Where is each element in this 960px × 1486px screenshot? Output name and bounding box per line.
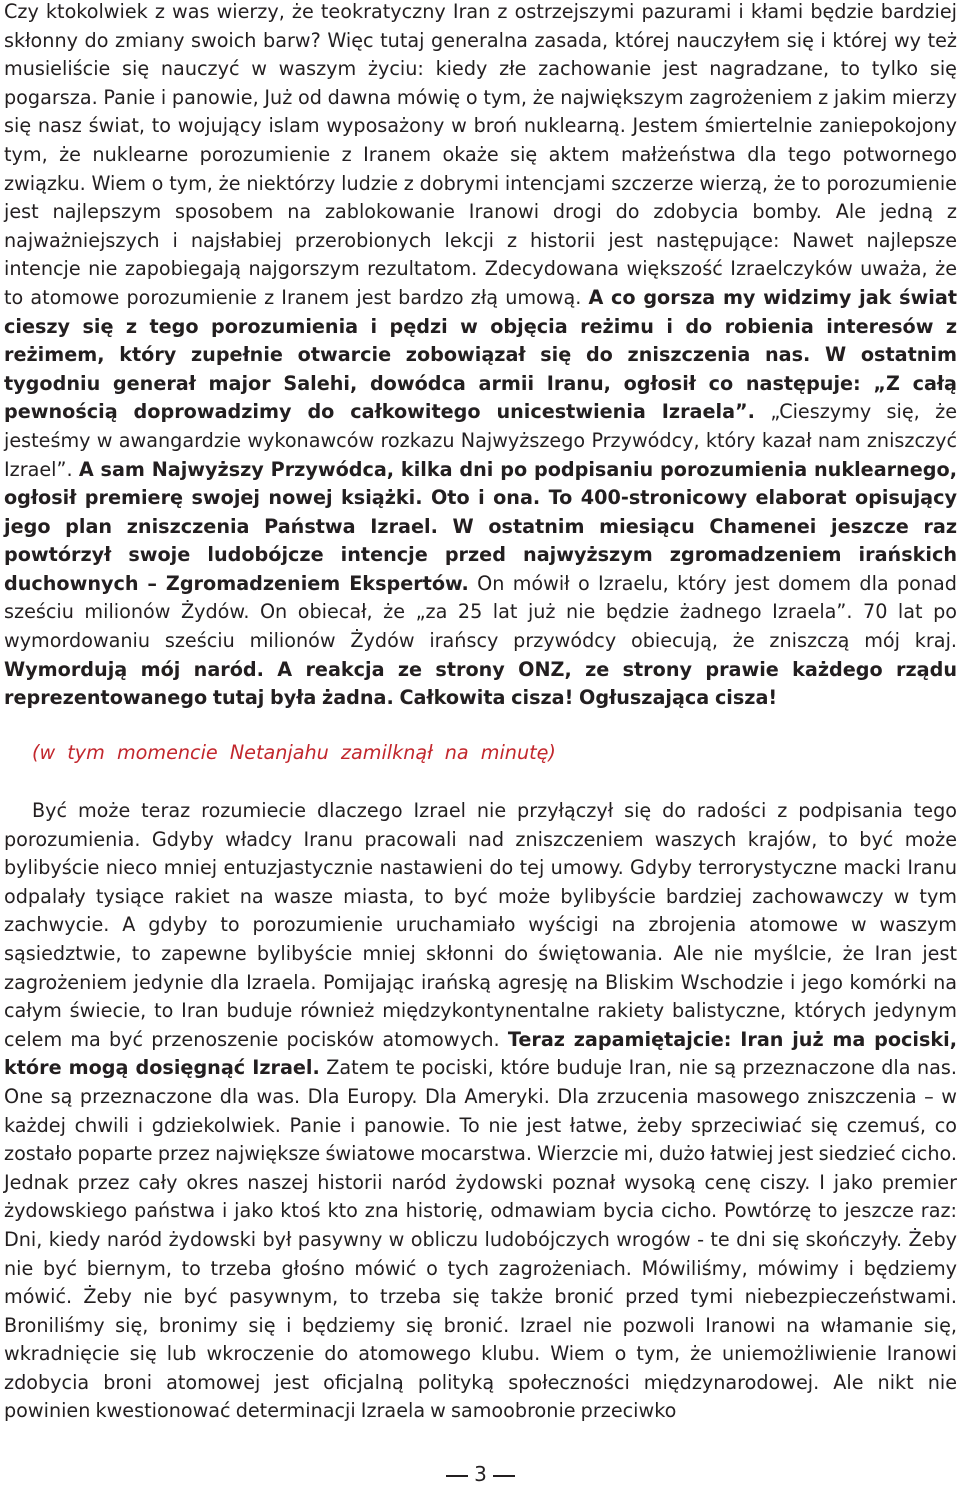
- paragraph2-text-1: Być może teraz rozumiecie dlaczego Izrael nie przyłączył się do radości z podpisania tego porozumienia. Gdyby władcy Iranu pracowali nad zniszczeniem waszych krajów, to być może bylibyście nieco mniej entuzjastycznie nastawieni do tej umowy. Gdyby terrorystyczne macki Iranu odpalały tysiące rakiet na wasze miasta, to być może bylibyście bardziej zachowawczy w tym zachwycie. A gdyby to porozumienie uruchamiało wyścigi na zbrojenia atomowe w waszym sąsiedztwie, to zapewne bylibyście mniej skłonni do świętowania. Ale nie myślcie, że Iran jest zagrożeniem jedynie dla Izraela. Pomijając irańską agresję na Bliskim Wschodzie i jego komórki na całym świecie, to Iran buduje również międzykontynentalne rakiety balistyczne, których jedynym celem ma być przenoszenie pocisków atomowych.: [4, 799, 957, 1051]
- paragraph1-bold-3: Wymordują mój naród. A reakcja ze strony ONZ, ze strony prawie każdego rządu reprezentowanego tutaj była żadna. Całkowita cisza! Ogłuszająca cisza!: [4, 657, 957, 710]
- body-paragraph-1: [4, 0, 957, 713]
- body-paragraph-2: [4, 797, 957, 1426]
- page-number-dash-left: [446, 1475, 468, 1477]
- paragraph1-text-2: „Cieszymy się, że jesteśmy w awangardzie wykonawców rozkazu Najwyższego Przywódcy, który kazał nam zniszczyć Izrael”.: [4, 400, 958, 481]
- paragraph2-text-2: Zatem te pociski, które buduje Iran, nie są przeznaczone dla nas. One są przeznaczone dla was. Dla Europy. Dla Ameryki. Dla zrzucenia masowego zniszczenia – w każdej chwili i gdziekolwiek. Panie i panowie. To nie jest łatwe, żeby sprzeciwiać się czemuś, co zostało poparte przez największe światowe mocarstwa. Wierzcie mi, dużo łatwiej jest siedzieć cicho. Jednak przez cały okres naszej historii naród żydowski poznał wysoką cenę ciszy. I jako premier żydowskiego państwa i jako ktoś kto zna historię, odmawiam bycia cicho. Powtórzę to jeszcze raz: Dni, kiedy naród żydowski był pasywny w obliczu ludobójczych wrogów - te dni się skończyły. Żeby nie być biernym, to trzeba głośno mówić o tych zagrożeniach. Mówiliśmy, mówimy i będziemy mówić. Żeby nie być pasywnym, to trzeba się także bronić przed tymi niebezpieczeństwami. Broniliśmy się, bronimy się i będziemy się bronić. Izrael nie pozwoli Iranowi na włamanie się, wkradnięcie się lub wkroczenie do atomowego klubu. Wiem o tym, że uniemożliwienie Iranowi zdobycia broni atomowej jest oficjalną polityką społeczności międzynarodowej. Ale nikt nie powinien kwestionować determinacji Izraela w samoobronie przeciwko: [4, 1056, 957, 1423]
- paragraph1-bold-1: A co gorsza my widzimy jak świat cieszy się z tego porozumienia i pędzi w objęcia reżimu i do robienia interesów z reżimem, który zupełnie otwarcie zobowiązał się do zniszczenia nas. W ostatnim tygodniu generał major Salehi, dowódca armii Iranu, ogłosił co następuje: „Z całą pewnością doprowadzimy do całkowitego unicestwienia Izraela”.: [4, 285, 957, 424]
- document-page: [4, 0, 957, 1486]
- page-number-dash-right: [493, 1475, 515, 1477]
- stage-direction: (w tym momencie Netanjahu zamilknął na minutę): [32, 741, 556, 764]
- page-number: [4, 1462, 957, 1486]
- paragraph1-text-3: On mówił o Izraelu, który jest domem dla ponad sześciu milionów Żydów. On obiecał, że „za 25 lat już nie będzie żadnego Izraela”. 70 lat po wymordowaniu sześciu milionów Żydów irańscy przywódcy obiecują, że zniszczą mój kraj.: [4, 571, 957, 653]
- page-number-value: 3: [474, 1462, 487, 1486]
- paragraph1-bold-2: A sam Najwyższy Przywódca, kilka dni po podpisaniu porozumienia nuklearnego, ogłosił premierę swojej nowej książki. Oto i ona. To 400-stronicowy elaborat opisujący jego plan zniszczenia Państwa Izrael. W ostatnim miesiącu Chamenei jeszcze raz powtórzył swoje ludobójcze intencje przed najwyższym zgromadzeniem irańskich duchownych – Zgromadzeniem Ekspertów.: [4, 457, 957, 595]
- paragraph1-text-1: Czy ktokolwiek z was wierzy, że teokratyczny Iran z ostrzejszymi pazurami i kłami będzie bardziej skłonny do zmiany swoich barw? Więc tutaj generalna zasada, której nauczyłem się i której wy też musieliście się nauczyć w waszym życiu: kiedy złe zachowanie jest nagradzane, to tylko się pogarsza. Panie i panowie, Już od dawna mówię o tym, że największym zagrożeniem z jakim mierzy się nasz świat, to wojujący islam wyposażony w broń nuklearną. Jestem śmiertelnie zaniepokojony tym, że nuklearne porozumienie z Iranem okaże się aktem małżeństwa dla tego potwornego związku. Wiem o tym, że niektórzy ludzie z dobrymi intencjami szczerze wierzą, że to porozumienie jest najlepszym sposobem na zablokowanie Iranowi drogi do zdobycia bomby. Ale jedną z najważniejszych i najsłabiej przerobionych lekcji z historii jest następujące: Nawet najlepsze intencje nie zapobiegają najgorszym rezultatom. Zdecydowana większość Izraelczyków uważa, że to atomowe porozumienie z Iranem jest bardzo złą umową.: [4, 0, 957, 309]
- paragraph2-bold-1: Teraz zapamiętajcie: Iran już ma pociski, które mogą dosięgnąć Izrael.: [4, 1027, 958, 1080]
